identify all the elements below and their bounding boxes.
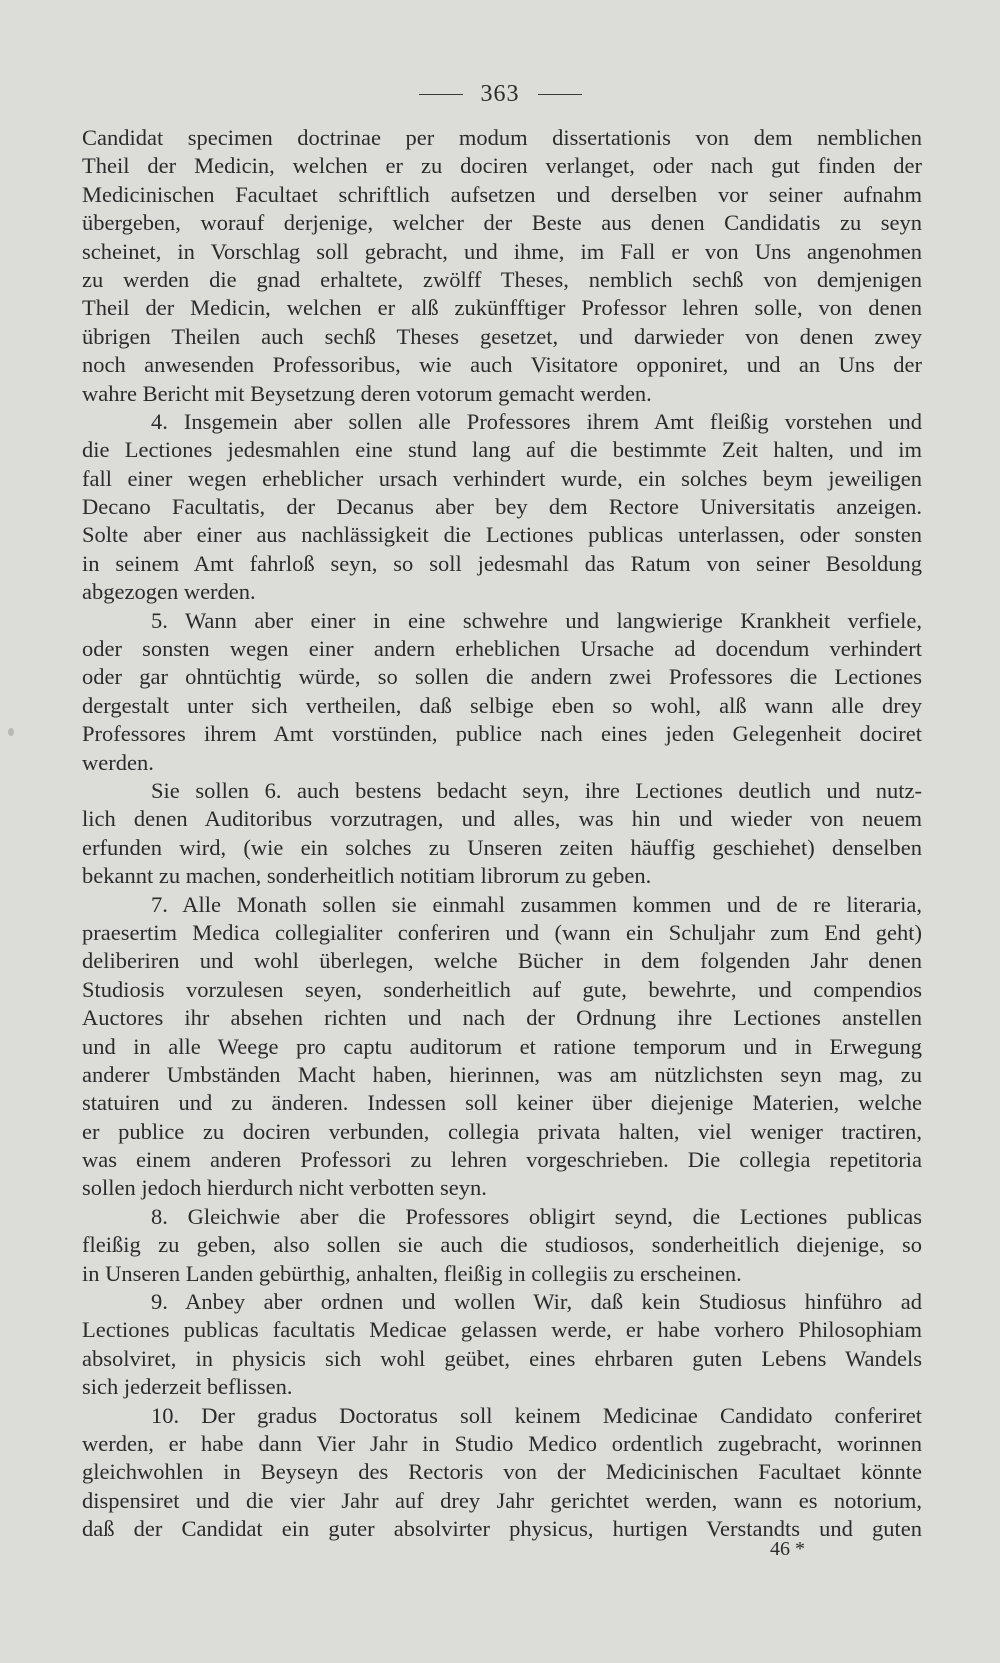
text-line: dergestalt unter sich vertheilen, daß selbige eben so wohl, alß wann alle drey	[82, 692, 922, 718]
text-line: übergeben, worauf derjenige, welcher der Beste aus denen Candidatis zu seyn	[82, 210, 922, 236]
text-line: absolviret, in physicis sich wohl geübet, eines ehrbaren guten Lebens Wandels	[82, 1345, 922, 1371]
text-line: erfunden wird, (wie ein solches zu Unseren zeiten häuffig geschiehet) denselben	[82, 834, 922, 860]
text-line: Professores ihrem Amt vorstünden, publice nach eines jeden Gelegenheit dociret	[82, 721, 922, 747]
text-line: dispensiret und die vier Jahr auf drey Jahr gerichtet werden, wann es notorium,	[82, 1487, 922, 1513]
text-line: abgezogen werden.	[82, 579, 256, 605]
text-line: Medicinischen Facultaet schriftlich aufsetzen und derselben vor seiner aufnahm	[82, 181, 922, 207]
text-line: Studiosis vorzulesen seyen, sonderheitlich auf gute, bewehrte, und compendios	[82, 976, 922, 1002]
text-line: statuiren und zu änderen. Indessen soll keiner über diejenige Materien, welche	[82, 1090, 922, 1116]
text-line: Candidat specimen doctrinae per modum dissertationis von dem nemblichen	[82, 125, 922, 150]
text-line: 10. Der gradus Doctoratus soll keinem Medicinae Candidato conferiret	[151, 1402, 922, 1428]
text-line: bekannt zu machen, sonderheitlich notitiam librorum zu geben.	[82, 863, 652, 889]
text-line: gleichwohlen in Beyseyn des Rectoris von der Medicinischen Facultaet könnte	[82, 1459, 922, 1485]
text-line: Sie sollen 6. auch bestens bedacht seyn, ihre Lectiones deutlich und nutz-	[151, 777, 922, 803]
text-line: 7. Alle Monath sollen sie einmahl zusammen kommen und de re literaria,	[151, 891, 922, 917]
text-line: Theil der Medicin, welchen er zu dociren verlanget, oder nach gut finden der	[82, 153, 922, 179]
text-line: er publice zu dociren verbunden, collegia privata halten, viel weniger tractiren,	[82, 1118, 922, 1144]
text-line: oder sonsten wegen einer andern erheblichen Ursache ad docendum verhindert	[82, 636, 922, 662]
text-line: sich jederzeit beflissen.	[82, 1374, 293, 1400]
text-line: Solte aber einer aus nachlässigkeit die Lectiones publicas unterlassen, oder sonsten	[82, 522, 922, 548]
text-line: in seinem Amt fahrloß seyn, so soll jedesmahl das Ratum von seiner Besoldung	[82, 550, 922, 576]
text-line: fleißig zu geben, also sollen sie auch die studiosos, sonderheitlich diejenige, so	[82, 1232, 922, 1258]
text-line: übrigen Theilen auch sechß Theses gesetzet, und darwieder von denen zwey	[82, 323, 922, 349]
text-line: werden, er habe dann Vier Jahr in Studio Medico ordentlich zugebracht, worinnen	[82, 1430, 922, 1456]
text-line: praesertim Medica collegialiter conferiren und (wann ein Schuljahr zum End geht)	[82, 919, 922, 945]
header-dash-left	[419, 94, 463, 95]
text-line: sollen jedoch hierdurch nicht verbotten seyn.	[82, 1175, 487, 1201]
text-line: scheinet, in Vorschlag soll gebracht, und ihme, im Fall er von Uns angenohmen	[82, 238, 922, 264]
text-line: oder gar ohntüchtig würde, so sollen die andern zwei Professores die Lectiones	[82, 664, 922, 690]
paper-speck	[8, 728, 14, 736]
sheet-signature: 46 *	[770, 1538, 805, 1560]
text-line: 5. Wann aber einer in eine schwehre und langwierige Krankheit verfiele,	[151, 607, 922, 633]
text-line: daß der Candidat ein guter absolvirter physicus, hurtigen Verstandts und guten	[82, 1516, 922, 1542]
text-line: Lectiones publicas facultatis Medicae gelassen werde, er habe vorhero Philosophiam	[82, 1317, 922, 1343]
header-dash-right	[538, 94, 582, 95]
text-line: fall einer wegen erheblicher ursach verhindert wurde, ein solches beym jeweiligen	[82, 465, 922, 491]
text-line: noch anwesenden Professoribus, wie auch Visitatore opponiret, und an Uns der	[82, 352, 922, 378]
text-line: in Unseren Landen gebürthig, anhalten, fleißig in collegiis zu erscheinen.	[82, 1260, 742, 1286]
text-line: Auctores ihr absehen richten und nach der Ordnung ihre Lectiones anstellen	[82, 1005, 922, 1031]
body-text	[82, 124, 922, 1544]
page-header	[0, 79, 1000, 109]
text-line: 8. Gleichwie aber die Professores obligirt seynd, die Lectiones publicas	[151, 1203, 922, 1229]
text-line: werden.	[82, 749, 154, 775]
text-line: wahre Bericht mit Beysetzung deren votorum gemacht werden.	[82, 380, 652, 406]
text-line: Decano Facultatis, der Decanus aber bey dem Rectore Universitatis anzeigen.	[82, 494, 922, 520]
text-line: zu werden die gnad erhaltete, zwölff Theses, nemblich sechß von demjenigen	[82, 266, 922, 292]
text-line: und in alle Weege pro captu auditorum et ratione temporum und in Erwegung	[82, 1033, 922, 1059]
text-line: was einem anderen Professori zu lehren vorgeschrieben. Die collegia repetitoria	[82, 1147, 922, 1173]
text-line: die Lectiones jedesmahlen eine stund lang auf die bestimmte Zeit halten, und im	[82, 437, 922, 463]
text-line: deliberiren und wohl überlegen, welche Bücher in dem folgenden Jahr denen	[82, 948, 922, 974]
text-line: lich denen Auditoribus vorzutragen, und alles, was hin und wieder von neuem	[82, 806, 922, 832]
text-line: 4. Insgemein aber sollen alle Professores ihrem Amt fleißig vorstehen und	[151, 408, 922, 434]
text-line: anderer Umbständen Macht haben, hierinnen, was am nützlichsten seyn mag, zu	[82, 1061, 922, 1087]
page-number: 363	[480, 80, 520, 107]
text-line: 9. Anbey aber ordnen und wollen Wir, daß kein Studiosus hinführo ad	[151, 1289, 922, 1315]
text-line: Theil der Medicin, welchen er alß zukünfftiger Professor lehren solle, von denen	[82, 295, 922, 321]
